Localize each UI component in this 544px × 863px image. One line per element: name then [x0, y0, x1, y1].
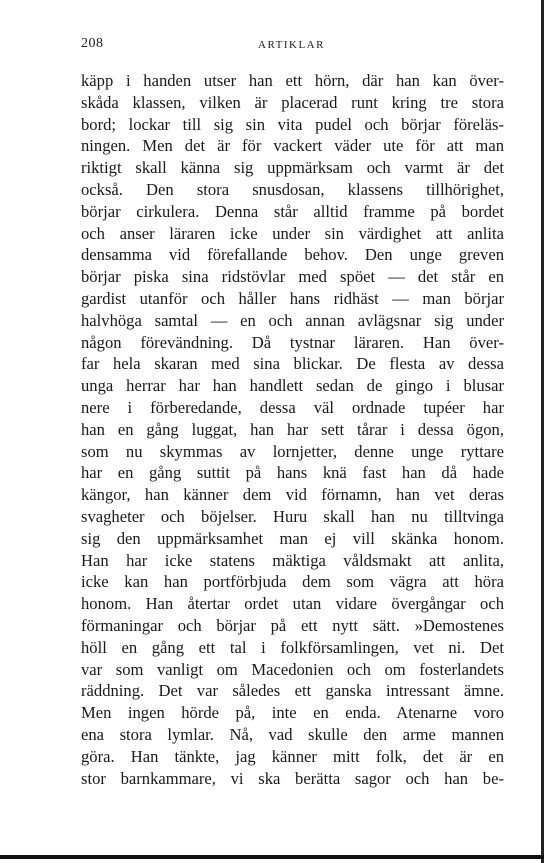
text-line: gardist utanför och håller hans ridhäst — man börjar [81, 288, 504, 308]
text-line: börjar cirkulera. Denna står alltid framme på bordet [81, 201, 504, 221]
text-line: börjar piska sina ridstövlar med spöet — det står en [81, 267, 504, 287]
text-line: densamma vid förefallande behov. Den unge greven [81, 245, 504, 265]
text-line: käpp i handen utser han ett hörn, där han kan över- [81, 71, 504, 90]
text-line: var som vanligt om Macedonien och om fosterlandets [81, 659, 504, 679]
text-line: riktigt skall känna sig uppmärksam och varmt är det [81, 158, 504, 178]
text-line: förmaningar och börjar på ett nytt sätt. »Demostenes [81, 615, 504, 635]
text-line: han en gång luggat, han har sett tårar i dessa ögon, [81, 419, 504, 439]
text-line: kängor, han känner dem vid förnamn, han vet deras [81, 485, 504, 505]
text-line: också. Den stora snusdosan, klassens tillhörighet, [81, 179, 504, 199]
text-line: Men ingen hörde på, inte en enda. Atenarne voro [81, 703, 504, 723]
text-line: ningen. Men det är för vackert väder ute för att man [81, 136, 504, 156]
text-line: svagheter och böjelser. Huru skall han nu tilltvinga [81, 506, 504, 526]
text-line: ena stora lymlar. Nå, vad skulle den arme mannen [81, 724, 504, 744]
text-line: halvhöga samtal — en och annan avlägsnar sig under [81, 310, 504, 330]
page-number: 208 [81, 36, 104, 51]
text-line: bord; lockar till sig sin vita pudel och börjar föreläs- [81, 114, 504, 134]
page-bottom-edge [0, 855, 544, 859]
text-line: honom. Han återtar ordet utan vidare övergångar och [81, 594, 504, 614]
text-line: har en gång suttit på hans knä fast han då hade [81, 463, 504, 483]
text-line: nere i förberedande, dessa väl ordnade tupéer har [81, 397, 504, 417]
running-title: ARTIKLAR [258, 39, 325, 51]
text-line: icke kan han portförbjuda dem som vägra att höra [81, 572, 504, 592]
text-line: far hela skaran med sina blickar. De flesta av dessa [81, 354, 504, 374]
text-line: någon förevändning. Då tystnar läraren. Han över- [81, 332, 504, 352]
body-text [81, 70, 504, 789]
text-line: stor barnkammare, vi ska berätta sagor och han be- [81, 768, 504, 788]
text-line: och anser läraren icke under sin värdighet att anlita [81, 223, 504, 243]
text-line: höll en gång ett tal i folkförsamlingen, vet ni. Det [81, 637, 504, 657]
text-line: Han har icke statens mäktiga våldsmakt att anlita, [81, 550, 504, 570]
text-line: sig den uppmärksamhet man ej vill skänka honom. [81, 528, 504, 548]
text-line: unga herrar har han handlett sedan de gingo i blusar [81, 376, 504, 396]
text-line: räddning. Det var således ett ganska intressant ämne. [81, 681, 504, 701]
text-line: göra. Han tänkte, jag känner mitt folk, det är en [81, 746, 504, 766]
text-line: skåda klassen, vilken är placerad runt kring tre stora [81, 92, 504, 112]
text-line: som nu skymmas av lornjetter, denne unge ryttare [81, 441, 504, 461]
